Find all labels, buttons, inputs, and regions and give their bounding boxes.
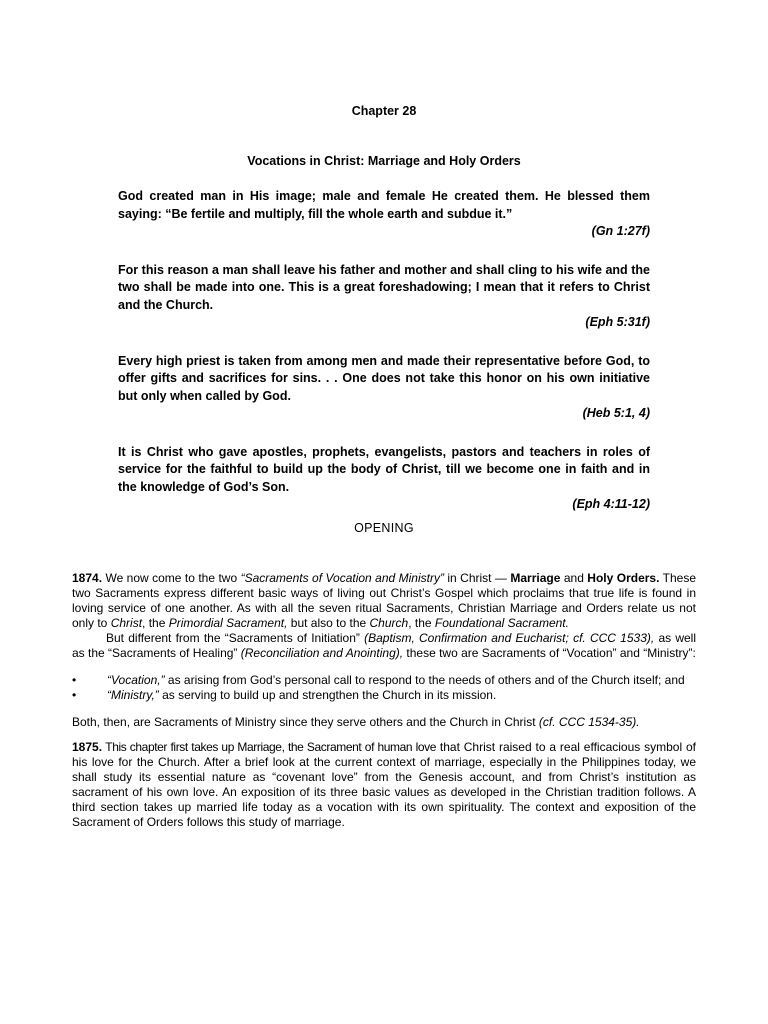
text-run: Both, then, are Sacraments of Ministry since they serve others and the Church in Christ: [72, 715, 539, 729]
text-run: , the: [142, 616, 169, 630]
text-run: but also to the: [287, 616, 370, 630]
text-run: as well as the “Sacraments of Healing”: [72, 631, 697, 660]
list-item: [72, 688, 696, 703]
quote-reference: (Eph 4:11-12): [572, 497, 650, 511]
text-run: (Reconciliation and Anointing),: [240, 646, 404, 660]
chapter-title: Vocations in Christ: Marriage and Holy Orders: [247, 154, 521, 168]
text-run: (cf. CCC 1534-35).: [538, 715, 640, 729]
quote-text: Every high priest is taken from among men and made their representative before God, to offer gifts and sacrifices for sins. . . One does not take this honor on his own initiative but only when called by God.: [118, 353, 650, 403]
chapter-number: Chapter 28: [351, 104, 417, 118]
text-run: as arising from God’s personal call to respond to the needs of others and of the Church itself; and: [164, 673, 685, 687]
quote-reference: (Gn 1:27f): [591, 224, 650, 238]
text-run: Foundational Sacrament.: [434, 616, 569, 630]
section-heading-opening: OPENING: [354, 521, 414, 535]
text-run: This chapter first takes up Marriage, the Sacrament of human love: [102, 740, 437, 754]
quote-text: For this reason a man shall leave his father and mother and shall cling to his wife and the two shall be made into one. This is a great foreshadowing; I mean that it refers to Christ and the Church.: [118, 262, 650, 312]
text-run: Marriage: [510, 571, 561, 585]
text-run: We now come to the two: [102, 571, 241, 585]
text-run: and: [560, 571, 588, 585]
paragraph-1874-continued: [72, 631, 696, 661]
body-text: [72, 571, 696, 830]
text-run: that Christ raised to a real efficacious symbol of his love for the Church. After a brief look at the current context of marriage, especially in the Philippines today, we shall study its essential nature as “covenant love” from the Genesis account, and from Christ’s institution as sacrament of his own love. An exposition of its three basic values as developed in the Christian tradition follows. A third section takes up married life today as a vocation with its own spirituality. The context and exposition of the Sacrament of Orders follows this study of marriage.: [72, 740, 696, 829]
text-run: But different from the “Sacraments of Initiation”: [106, 631, 365, 645]
text-run: Christ: [110, 616, 143, 630]
text-run: in Christ —: [443, 571, 511, 585]
epigraph-quotes: [118, 188, 650, 535]
quote-reference: (Eph 5:31f): [585, 315, 650, 329]
text-run: “Sacraments of Vocation and Ministry”: [240, 571, 444, 585]
quote-text: God created man in His image; male and female He created them. He blessed them saying: “Be fertile and multiply, fill the whole earth and subdue it.”: [118, 189, 650, 221]
text-run: as serving to build up and strengthen the Church in its mission.: [158, 688, 497, 702]
text-run: (Baptism, Confirmation and Eucharist; cf. CCC 1533),: [364, 631, 655, 645]
list-item: [72, 673, 696, 688]
bullet-icon: •: [72, 688, 77, 702]
text-run: Holy Orders.: [587, 571, 660, 585]
paragraph-number: 1875.: [72, 740, 103, 754]
text-run: Primordial Sacrament,: [168, 616, 288, 630]
paragraph-number: 1874.: [72, 571, 103, 585]
bullet-icon: •: [72, 673, 77, 687]
paragraph-1874: [72, 571, 696, 631]
text-run: these two are Sacraments of “Vocation” and “Ministry”:: [403, 646, 696, 660]
text-run: Church: [369, 616, 409, 630]
quote-text: It is Christ who gave apostles, prophets, evangelists, pastors and teachers in roles of service for the faithful to build up the body of Christ, till we become one in faith and in the knowledge of God’s Son.: [118, 444, 650, 494]
paragraph-1875: [72, 740, 696, 830]
text-run: “Vocation,”: [107, 673, 165, 687]
paragraph-both: [72, 715, 696, 730]
text-run: , the: [408, 616, 435, 630]
quote-reference: (Heb 5:1, 4): [582, 406, 650, 420]
text-run: “Ministry,”: [107, 688, 159, 702]
text-run: These two Sacraments express different basic ways of living out Christ’s Gospel which proclaims that true life is found in loving service of one another. As with all the seven ritual Sacraments, Christian Marriage and Orders relate us not only to: [72, 571, 696, 630]
bullet-list: [72, 673, 696, 703]
